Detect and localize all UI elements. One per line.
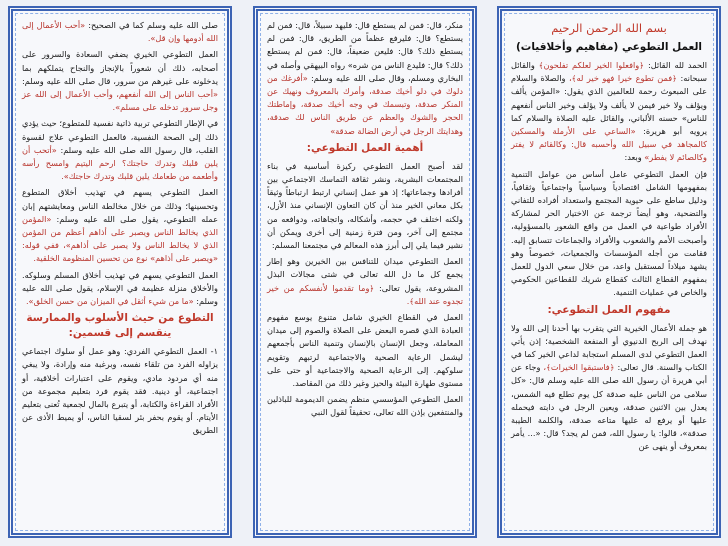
- hadith-continuation: [267, 19, 463, 138]
- concept-paragraph: [511, 322, 707, 454]
- concept-text-2: وجاء عن أبي هريرة أن رسول الله صلى الله عليه وسلم قال: «كل سلامى من الناس عليه صدقة كل يوم تطلع فيه الشمس، يعدل بين الاثنين صدقة، ويعين الرجل في دابته فيحمله عليها أو يرفع له عليها متاعه صدقة، والكلمة الطيبة صدقة»، قالوا: يا رسول الله، فمن لم يجد؟ قال: «... يأمر بمعروف أو ينهى عن: [511, 362, 707, 452]
- hadith-quote-5: «أتحب أن يلين قلبك وتدرك حاجتك؟ ارحم اليتيم وامسح رأسه وأطعمه من طعامك يلين قلبك وتدرك حاجتك».: [22, 144, 218, 182]
- hadith-quote-4: «أحب الناس إلى الله أنفعهم، وأحب الأعمال إلى الله عز وجل سرور تدخله على مسلم».: [22, 89, 218, 113]
- sahih-text: صلى الله عليه وسلم كما في الصحيح:: [88, 20, 218, 30]
- basmala: بسم الله الرحمن الرحيم: [551, 21, 667, 35]
- hadith-quote-2: «أفرغك من دلوك في دلو أخيك صدقة، وأمرك بالمعروف ونهيك عن المنكر صدقة، وتبسمك في وجه أخيك صدقة، وإماطتك الحجر والشوك والعظم عن طريق الناس لك صدقة، وهدايتك الرجل في أرض الضالة صدقة»: [267, 72, 463, 136]
- concept-heading: مفهوم العمل التطوعي:: [547, 303, 671, 316]
- quran-quote-2: ﴿فمن تطوع خيرا فهو خير له﴾،: [569, 73, 677, 84]
- panel-right: [497, 6, 721, 538]
- hadith-quote-7: «ما من شيء أثقل في الميزان من حسن الخلق».: [25, 296, 194, 307]
- charity-sector-paragraph: العمل في القطاع الخيري شامل متنوع يوسع مفهوم العبادة الذي قصره البعض على الصلاة والصوم إلى ميدان المعاملة، وجعل الإنسان بالإنسان وتنمية الناس بأجمعهم ليشمل الرعاية الصحية والاجتماعية لرتبهم وتقويم سلوكهم. إلى الرعاية الصحية والاجتماعية أو حتى على مستوى طهارة البيئة والحيز وغير ذلك من المقاصد.: [267, 312, 463, 389]
- happiness-text: العمل التطوعي الخيري يضفي السعادة والسرور على أصحابه، ذلك أن شعوراً بالإنجاز والنجاح يتملكهم بما يدخلونه على غيرهم من سرور، قال صلى الله عليه وسلم:: [22, 49, 218, 86]
- self-education-text: في الإطار التطوعي تربية ذاتية نفسية للمتطوع؛ حيث يؤدي ذلك إلى الصحة النفسية، فالعمل التطوعي علاج لقسوة القلب، قال رسول الله صلى الله عليه وسلم:: [22, 118, 218, 155]
- development-paragraph: فإن العمل التطوعي عامل أساس من عوامل التنمية بمفهومها الشامل اقتصادياً وسياسياً واجتماعياً وثقافياً، ودليل ساطع على حيوية المجتمع واستعداد أفراده للتفاني والتضحية، وهو أيضاً ترجمة عن الاختيار الحر لمشاركة الأفراد طواعية في العمل من واقع الشعور بالمسؤولية، وأصبحت الأمم والشعوب والأفراد والجماعات تتسابق إليه. فقامت من أجله المؤسسات والجمعيات، خصوصاً وهو يشهد ميلاداً لمستقبل واعد، من خلال سعي الدول للعمل بمفهوم القطاع الثالث كقطاع شريك للقطاعين الحكومي والخاص في عمليات التنمية.: [511, 168, 707, 298]
- intro-text-4: وبعد:: [624, 152, 642, 163]
- institutional-paragraph: العمل التطوعي المؤسسي منظم يضمن الديمومة للباذلين والمنتفعين بإذن الله تعالى، تحقيقاً لقول النبي: [267, 394, 463, 418]
- individual-volunteering-paragraph: ١- العمل التطوعي الفردي: وهو عمل أو سلوك اجتماعي يزاوله الفرد من تلقاء نفسه، وبرغبة منه وإرادة، ولا يبغي منه أي مردود مادي، ويقوم على اعتبارات أخلاقية، أو اجتماعية، أو دينية. فقد يقوم فرد بتعليم مجموعة من الأفراد القراءة والكتابة، أو يتبرع بالمال لجمعية تُعنى بتعليم الأيتام. أو يقوم بحفر بئر لسقيا الناس، أو يميط الأذى عن الطريق: [22, 346, 218, 436]
- hadith-quote-1: «الساعي على الأرملة والمسكين كالمجاهد في سبيل الله وأحسبه قال: وكالقائم لا يفتر وكالصائم لا يفطر»: [511, 126, 707, 163]
- self-education-paragraph: [22, 117, 218, 183]
- sahih-paragraph: [22, 19, 218, 45]
- brochure-title: العمل التطوعي (مفاهيم وأخلاقيات): [515, 41, 702, 53]
- panel-left: [8, 6, 232, 538]
- importance-paragraph: لقد أصبح العمل التطوعي ركيزة أساسية في بناء المجتمعات البشرية، ونشر ثقافة التماسك الاجتماعي بين أفرادها وجماعاتها؛ إذ هو عمل إنساني ارتبط ارتباطاً وثيقاً بكل معاني الخير منذ أن كان التعاون الإنساني منذ الأزل، ولكنه اختلف في حجمه، وأشكاله، واتجاهاته، ودوافعه من مجتمع إلى آخر، ومن فترة زمنية إلى أخرى ويمكن أن نشير فيما يلي إلى أبرز هذه المعالم في مجتمعنا المسلم:: [267, 160, 463, 251]
- character-text: العمل التطوعي يسهم في تهذيب أخلاق المسلم وسلوكه. والأخلاق منزلة عظيمة في الإسلام، يقول صلى الله عليه وسلم:: [22, 269, 218, 307]
- character-paragraph: [22, 269, 218, 309]
- types-heading: التطوع من حيث الأسلوب والممارسة ينقسم إلى قسمين:: [26, 312, 214, 340]
- importance-heading: أهمية العمل التطوعي:: [306, 141, 424, 154]
- intro-text-2: والقائل سبحانه:: [511, 60, 708, 84]
- quran-quote-1: ﴿وافعلوا الخير لعلكم تفلحون﴾: [538, 60, 645, 70]
- intro-paragraph: [511, 59, 707, 165]
- quran-quote-4: ﴿وما تقدموا لأنفسكم من خير تجدوه عند الله﴾.: [267, 282, 463, 306]
- happiness-paragraph: [22, 48, 218, 114]
- manners-paragraph: [22, 186, 218, 265]
- competition-paragraph: [267, 255, 463, 308]
- panel-middle: [253, 6, 477, 538]
- quran-quote-3: ﴿فاستبقوا الخيرات﴾،: [543, 362, 615, 373]
- manners-text: العمل التطوعي يسهم في تهذيب أخلاق المتطوع وتحسينها؛ وذلك من خلال مخالطة الناس ومعايشتهم إبان عمله التطوعي، يقول صلى الله عليه وسلم:: [22, 187, 218, 224]
- intro-text-3: والصلاة والسلام على المبعوث رحمة للعالمين الذي يقول: «المؤمن يألف ويؤلف ولا خير فيمن لا يألف ولا يؤلف وخير الناس أنفعهم للناس» حسنه الألباني، والقائل عليه الصلاة والسلام كما يرويه أبو هريرة:: [511, 73, 707, 137]
- intro-text-1: الحمد لله القائل:: [647, 60, 707, 70]
- hadith-quote-3: «أحب الأعمال إلى الله أدومها وإن قل».: [22, 20, 218, 44]
- hadith-quote-6: «المؤمن الذي يخالط الناس ويصبر على أذاهم أعظم من المؤمن الذي لا يخالط الناس ولا يصبر على أذاهم»، ففي قوله: «ويصبر على أذاهم» نوع من تحسين المنظومة الخلقية.: [22, 213, 218, 264]
- competition-text: العمل التطوعي ميدان للتنافس بين الخيرين وهو إطار يجمع كل ما دل الله تعالى في شتى مجالات البذل المشروعة، يقول تعالى:: [267, 256, 463, 293]
- concept-text-1: هو جملة الأعمال الخيرية التي يتقرب بها أحدنا إلى الله ولا نهدف إلى الربح الدنيوي أو المنفعة الشخصية؛ إذن يأتي العمل التطوعي لدى المسلم استجابة لداعي الخير كما في الكتاب والسنة. قال تعالى:: [511, 322, 707, 373]
- hadith-text: منكر، قال: فمن لم يستطع قال: فليهد سبيلاً، قال: فمن لم يستطع؟ قال: فليرفع عظماً من الطريق، قال: فمن لم يستطع ذلك؟ قال: فليعن ضعيفاً، قال: فمن لم يستطع ذلك؟ قال: فليدع الناس من شره» رواه البيهقي وأصله في البخاري ومسلم، وقال صلى الله عليه وسلم:: [267, 20, 463, 83]
